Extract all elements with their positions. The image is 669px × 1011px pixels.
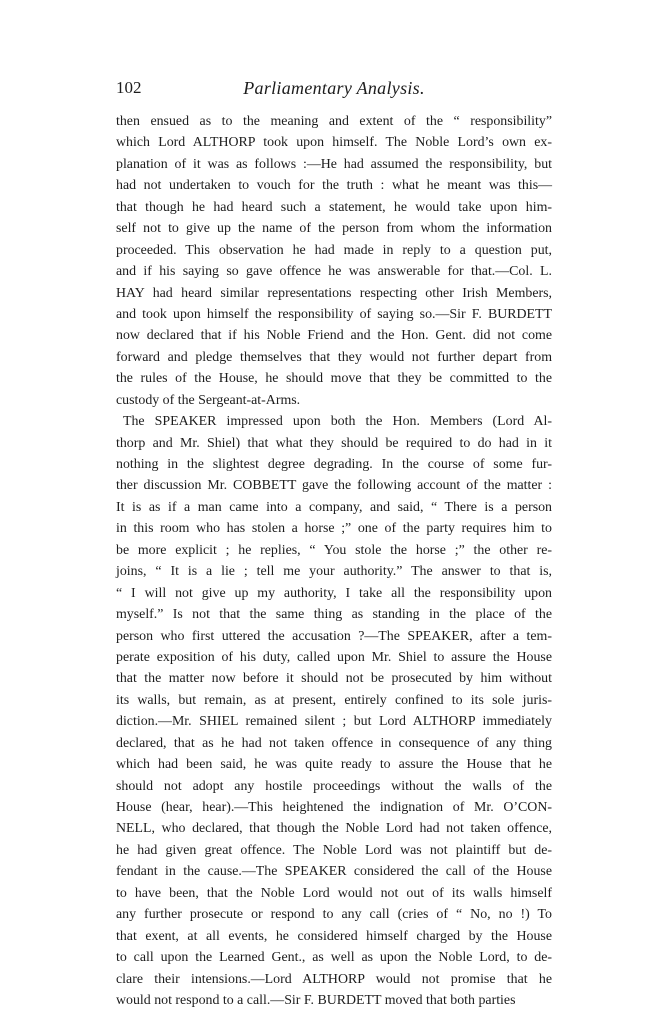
text-line: its walls, but remain, as at present, entirely confined to its sole juris-: [116, 692, 552, 708]
text-line: perate exposition of his duty, called upon Mr. Shiel to assure the House: [116, 649, 552, 665]
text-line: be more explicit ; he replies, “ You stole the horse ;” the other re-: [116, 542, 552, 558]
text-line: joins, “ It is a lie ; tell me your authority.” The answer to that is,: [116, 564, 552, 580]
text-line: that exent, at all events, he considered himself charged by the House: [116, 928, 552, 944]
page-header: [116, 78, 552, 104]
text-line: then ensued as to the meaning and extent of the “ responsibility”: [116, 114, 552, 129]
text-line: custody of the Sergeant-at-Arms.: [116, 392, 301, 408]
text-line: HAY had heard similar representations respecting other Irish Members,: [116, 285, 552, 301]
text-line: diction.—Mr. SHIEL remained silent ; but Lord ALTHORP immediately: [116, 714, 552, 730]
text-line: should not adopt any hostile proceedings without the walls of the: [116, 778, 552, 794]
text-line: nothing in the slightest degree degrading. In the course of some fur-: [116, 457, 552, 472]
text-line: which had been said, he was quite ready to assure the House that he: [116, 757, 552, 773]
text-line: and if his saying so gave offence he was answerable for that.—Col. L.: [116, 264, 552, 280]
text-line: NELL, who declared, that though the Noble Lord had not taken offence,: [116, 821, 552, 837]
text-line: proceeded. This observation he had made in reply to a question put,: [116, 242, 552, 258]
page-number: 102: [116, 78, 142, 97]
text-line: myself.” Is not that the same thing as standing in the place of the: [116, 607, 552, 623]
text-line: fendant in the cause.—The SPEAKER considered the call of the House: [116, 864, 552, 880]
text-line: which Lord ALTHORP took upon himself. The Noble Lord’s own ex-: [116, 135, 552, 151]
text-line: to have been, that the Noble Lord would not out of its walls himself: [116, 885, 552, 901]
text-line: any further prosecute or respond to any call (cries of “ No, no !) To: [116, 907, 552, 923]
text-line: and took upon himself the responsibility of saying so.—Sir F. BURDETT: [116, 306, 552, 322]
running-title: Parliamentary Analysis.: [243, 78, 425, 98]
body-text: [116, 111, 552, 1011]
text-line: It is as if a man came into a company, and said, “ There is a person: [116, 499, 552, 515]
text-line: forward and pledge themselves that they would not further depart from: [116, 349, 552, 365]
text-line: thorp and Mr. Shiel) that what they should be required to do had in it: [116, 435, 552, 451]
text-line: now declared that if his Noble Friend and the Hon. Gent. did not come: [116, 328, 552, 344]
text-line: self not to give up the name of the person from whom the information: [116, 221, 552, 237]
text-line: ther discussion Mr. COBBETT gave the following account of the matter :: [116, 478, 552, 494]
text-line: clare their intensions.—Lord ALTHORP would not promise that he: [116, 971, 552, 987]
text-line: planation of it was as follows :—He had assumed the responsibility, but: [116, 156, 552, 172]
text-line: that though he had heard such a statement, he would take upon him-: [116, 199, 552, 215]
text-line: he had given great offence. The Noble Lord was not plaintiff but de-: [116, 842, 552, 858]
text-line: person who first uttered the accusation ?—The SPEAKER, after a tem-: [116, 628, 552, 644]
text-line: “ I will not give up my authority, I take all the responsibility upon: [116, 585, 552, 601]
text-line: would not respond to a call.—Sir F. BURDETT moved that both parties: [116, 992, 516, 1008]
text-line: House (hear, hear).—This heightened the indignation of Mr. O’CON-: [116, 800, 552, 815]
text-line: that the matter now before it should not be prosecuted by him without: [116, 671, 552, 687]
text-line: The SPEAKER impressed upon both the Hon. Members (Lord Al-: [123, 414, 552, 430]
text-line: had not undertaken to vouch for the truth : what he meant was this—: [116, 178, 552, 194]
text-line: to call upon the Learned Gent., as well as upon the Noble Lord, to de-: [116, 950, 552, 966]
text-line: declared, that as he had not taken offence in consequence of any thing: [116, 735, 552, 751]
text-line: the rules of the House, he should move that they be committed to the: [116, 371, 552, 387]
text-line: in this room who has stolen a horse ;” one of the party requires him to: [116, 521, 552, 537]
